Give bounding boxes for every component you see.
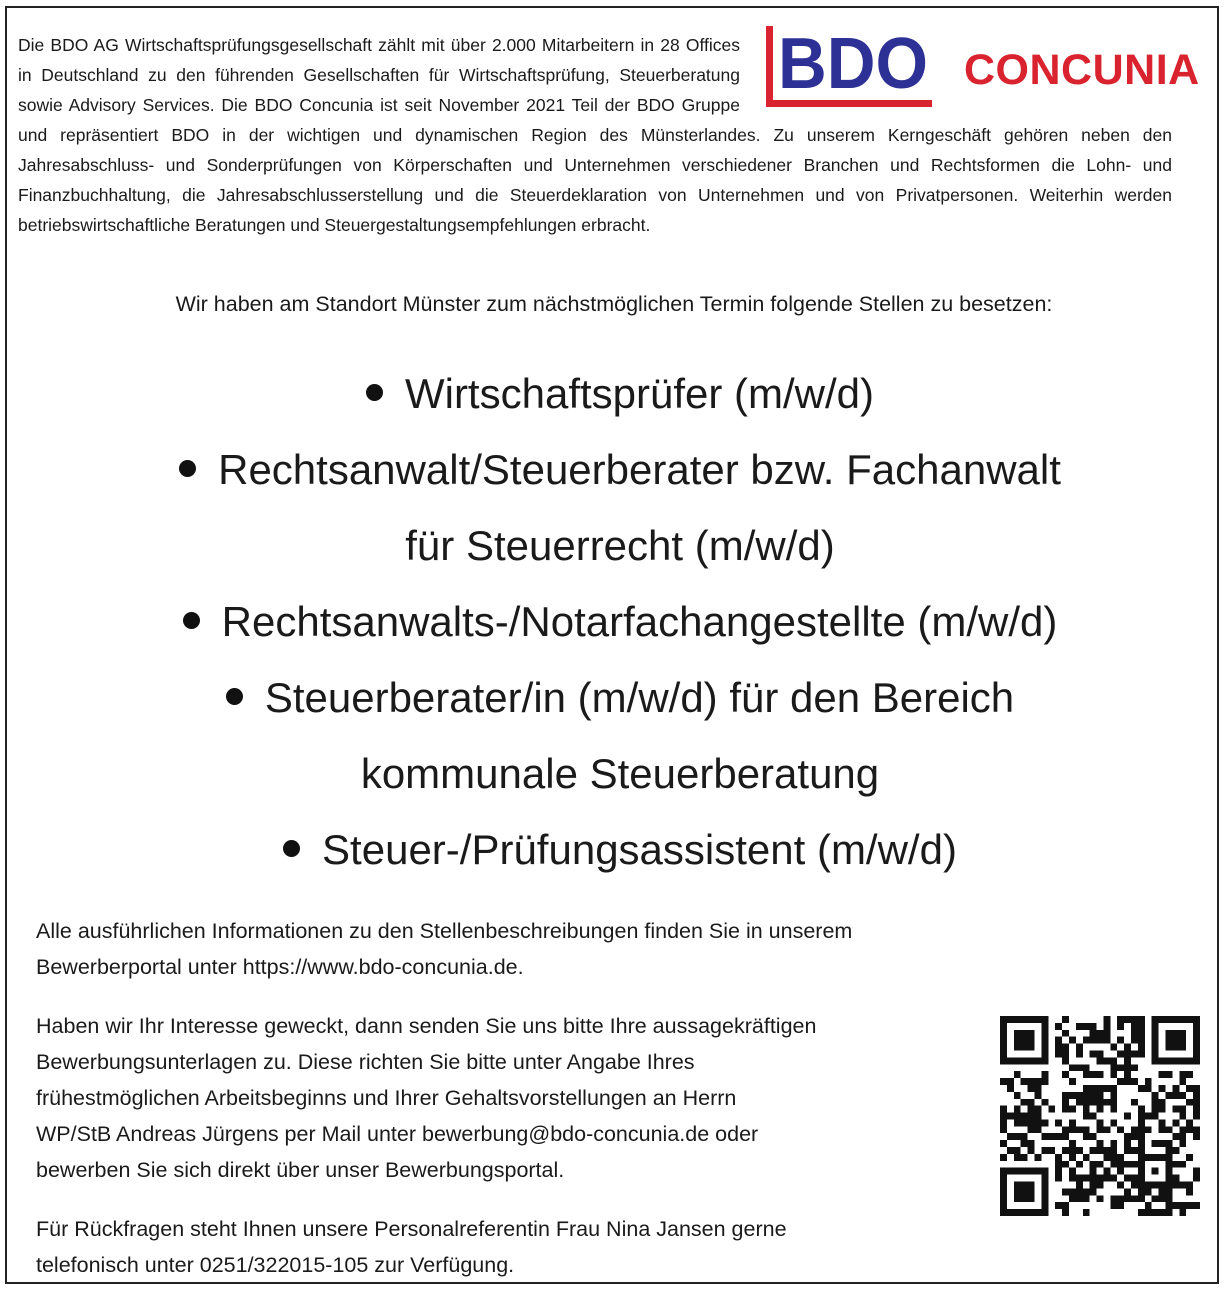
- bullet-icon: [366, 384, 383, 401]
- portal-info-line: Bewerberportal unter https://www.bdo-concunia.de.: [36, 955, 524, 979]
- position-item: [60, 584, 1180, 660]
- application-info-line: Bewerbungsunterlagen zu. Diese richten Sie bitte unter Angabe Ihres: [36, 1050, 695, 1074]
- position-title: Steuerberater/in (m/w/d) für den Bereich: [264, 674, 1015, 721]
- position-title: Rechtsanwalt/Steuerberater bzw. Fachanwalt: [218, 446, 1061, 493]
- position-title: Wirtschaftsprüfer (m/w/d): [404, 370, 875, 417]
- position-item: [60, 812, 1180, 888]
- company-intro-text: Die BDO AG Wirtschaftsprüfungsgesellschaft zählt mit über 2.000 Mitarbeitern in 28 Offices in Deutschland zu den führenden Gesellschaften für Wirtschaftsprüfung, Steuerberatung sowie Advisory Services. Die BDO Concunia ist seit November 2021 Teil der BDO Gruppe und repräsentiert BDO in der wichtigen und dynamischen Region des Münsterlandes. Zu unserem Kerngeschäft gehören neben den Jahresabschluss- und Sonderprüfungen von Körperschaften und Unternehmen verschiedener Branchen und Rechtsformen die Lohn- und Finanzbuchhaltung, die Jahresabschlusserstellung und die Steuerdeklaration von Unternehmen und von Privatpersonen. Weiterhin werden betriebswirtschaftliche Beratungen und Steuergestaltungsempfehlungen erbracht.: [18, 35, 1172, 235]
- position-title-continued: kommunale Steuerberatung: [360, 750, 880, 797]
- application-info-line: WP/StB Andreas Jürgens per Mail unter bewerbung@bdo-concunia.de oder: [36, 1122, 759, 1146]
- bullet-icon: [183, 612, 200, 629]
- vacancy-intro: Wir haben am Standort Münster zum nächstmöglichen Termin folgende Stellen zu besetzen:: [175, 292, 1053, 316]
- company-intro: [18, 30, 1172, 240]
- bullet-icon: [226, 688, 243, 705]
- contact-info-line: telefonisch unter 0251/322015-105 zur Verfügung.: [36, 1253, 515, 1277]
- logo-spacer: [740, 30, 1172, 114]
- position-title: Rechtsanwalts-/Notarfachangestellte (m/w/d): [221, 598, 1058, 645]
- contact-info: [36, 1211, 996, 1283]
- application-info-line: frühestmöglichen Arbeitsbeginns und Ihrer Gehaltsvorstellungen an Herrn: [36, 1086, 737, 1110]
- bdo-logo-text: BDO: [778, 24, 928, 104]
- application-info-line: bewerben Sie sich direkt über unser Bewerbungsportal.: [36, 1158, 565, 1182]
- application-info: [36, 1008, 996, 1188]
- bullet-icon: [283, 840, 300, 857]
- position-title: Steuer-/Prüfungsassistent (m/w/d): [322, 826, 957, 873]
- concunia-logo: CONCUNIA: [964, 46, 1200, 94]
- position-item: [60, 660, 1180, 812]
- application-info-line: Haben wir Ihr Interesse geweckt, dann senden Sie uns bitte Ihre aussagekräftigen: [36, 1014, 817, 1038]
- qr-code-icon: [1000, 1016, 1200, 1216]
- position-item: [60, 432, 1180, 584]
- portal-info-line: Alle ausführlichen Informationen zu den Stellenbeschreibungen finden Sie in unserem: [36, 919, 853, 943]
- position-title-continued: für Steuerrecht (m/w/d): [405, 522, 835, 569]
- position-list: [60, 356, 1180, 888]
- position-item: [60, 356, 1180, 432]
- bullet-icon: [179, 460, 196, 477]
- portal-info: [36, 913, 996, 985]
- contact-info-line: Für Rückfragen steht Ihnen unsere Personalreferentin Frau Nina Jansen gerne: [36, 1217, 787, 1241]
